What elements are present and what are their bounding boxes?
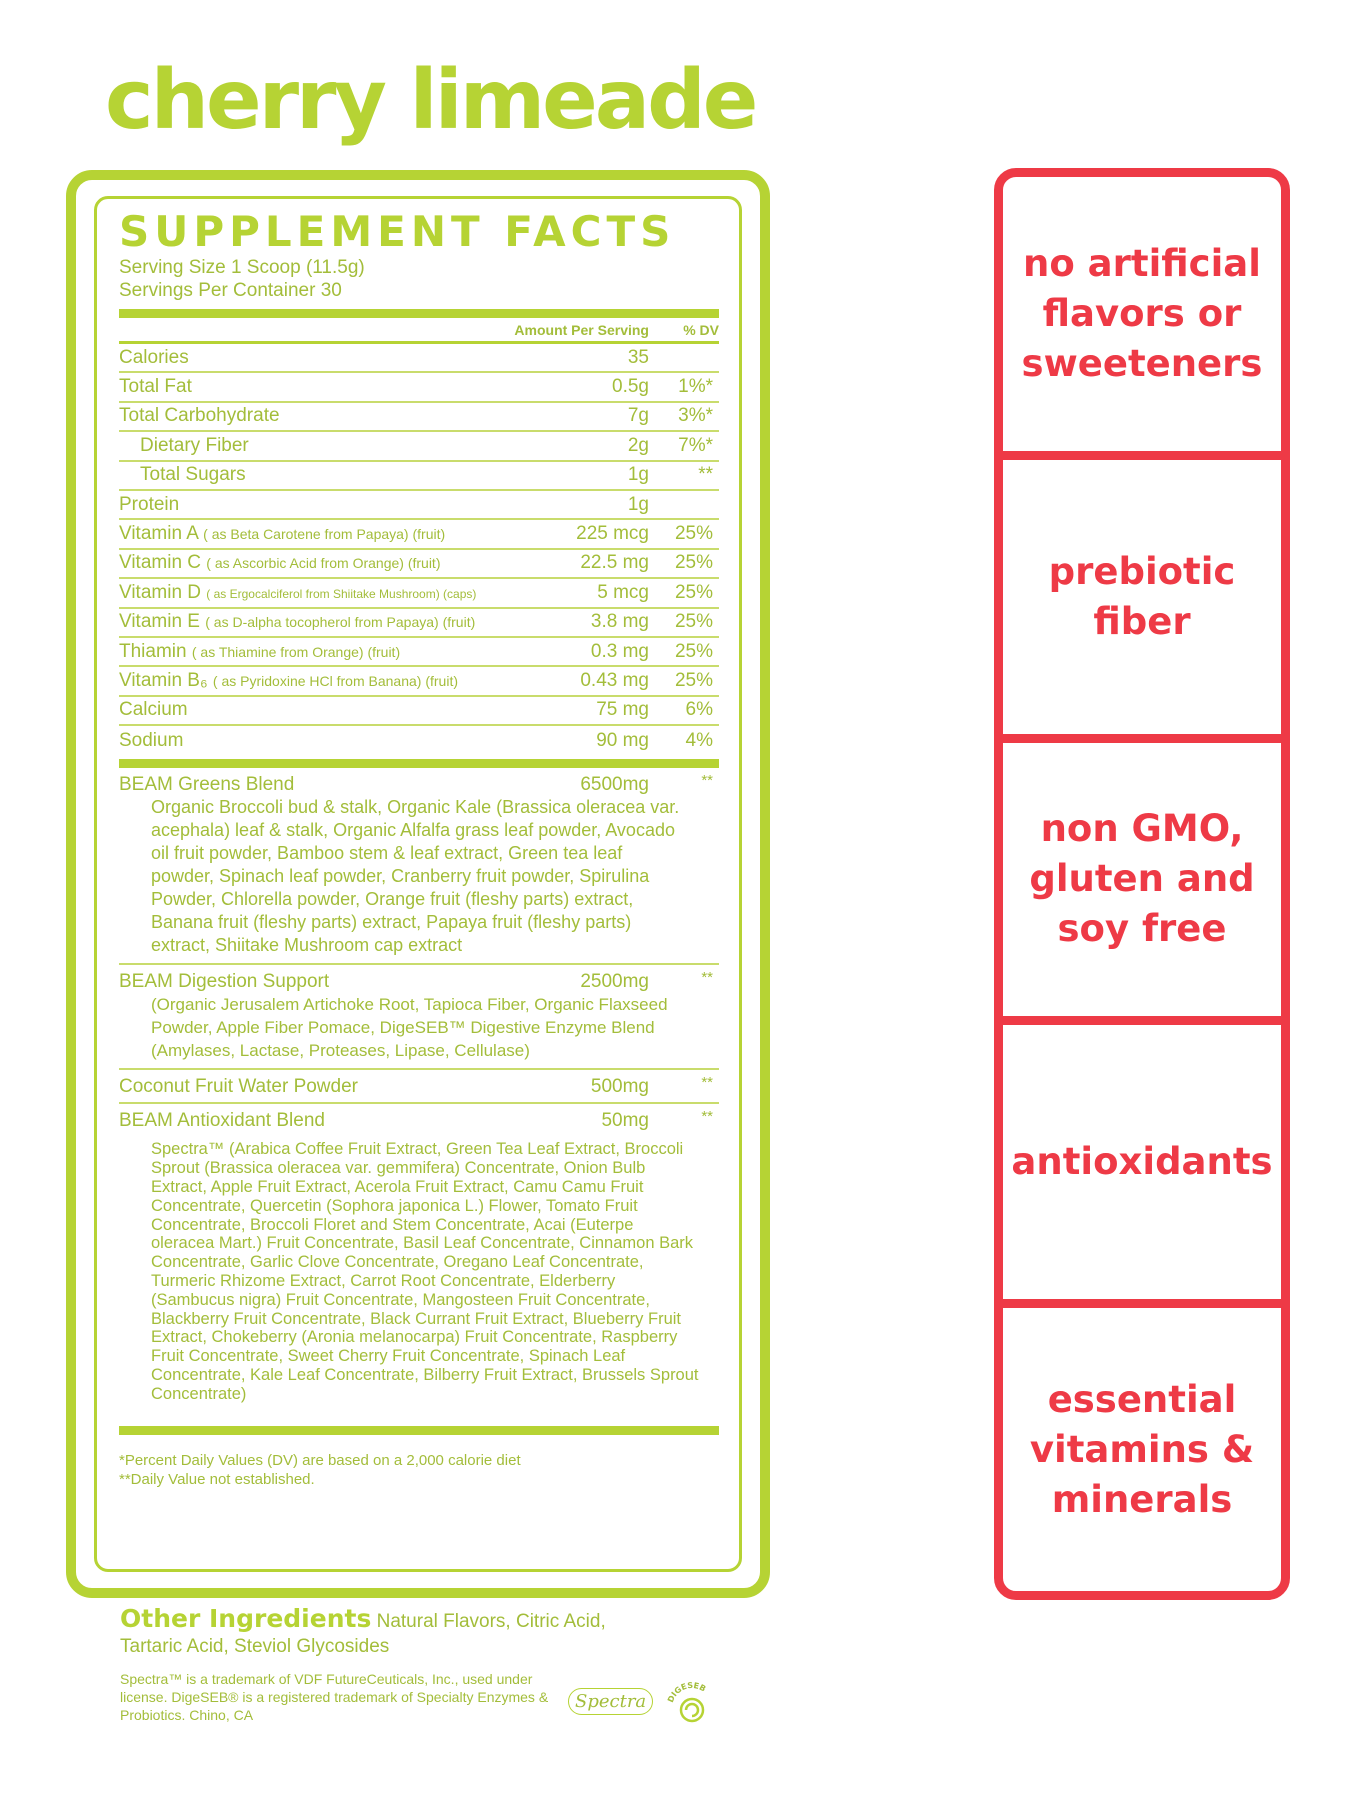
nutrient-dv: 25% [674,523,713,545]
nutrient-amount: 75 mg [596,699,649,721]
blend-name: Coconut Fruit Water Powder [119,1076,358,1098]
nutrient-row [119,638,719,667]
serving-size: Serving Size 1 Scoop (11.5g) [119,257,365,278]
blend-header [119,1104,719,1132]
nutrient-dv: ** [698,464,713,486]
supplement-facts-panel [119,205,719,1489]
nutrient-dv: 4% [685,729,713,751]
nutrient-dv: 25% [674,611,713,633]
nutrient-name: Calories [119,346,189,368]
nutrient-dv: 1%* [678,376,713,398]
claim-non-gmo: non GMO, gluten and soy free [1003,743,1281,1026]
footnotes [119,1451,719,1489]
trademark-notice: Spectra™ is a trademark of VDF FutureCeuticals, Inc., used under license. DigeSEB® is a registered trademark of Specialty Enzymes & Probiotics. Chino, CA [120,1671,549,1723]
nutrient-row [119,462,719,491]
claim-prebiotic-fiber: prebiotic fiber [1003,460,1281,743]
claim-antioxidants: antioxidants [1003,1025,1281,1308]
claims-panel [994,168,1290,1600]
blend-coconut [119,1070,719,1104]
nutrient-amount: 1g [627,464,649,486]
blend-header [119,1070,719,1098]
blend-amount: 6500mg [580,774,649,796]
nutrient-row [119,726,719,755]
nutrient-row [119,609,719,638]
servings-per-container: Servings Per Container 30 [119,280,342,301]
blend-digestion [119,965,719,1070]
nutrient-amount: 0.5g [612,376,649,398]
nutrient-row [119,491,719,520]
nutrient-label: Vitamin B₆ [119,669,208,691]
nutrient-name: Calcium [119,699,188,721]
nutrient-amount: 35 [627,346,649,368]
nutrient-name: Protein [119,493,180,515]
blend-name: BEAM Antioxidant Blend [119,1110,325,1132]
nutrient-name: Total Sugars [140,464,246,486]
other-ingredients [120,1606,640,1659]
other-ingredients-text: Natural Flavors, Citric Acid, Tartaric Acid, Steviol Glycosides [120,1611,606,1657]
nutrient-source: ( as Pyridoxine HCl from Banana) (fruit) [212,672,458,689]
nutrient-name [119,552,549,574]
nutrient-label: Thiamin [119,640,187,662]
dv-header: % DV [683,321,719,338]
digeseb-logo [664,1678,720,1734]
spectra-logo: Spectra [568,1688,653,1715]
nutrient-row [119,579,719,608]
nutrient-name [119,611,549,633]
blend-dv: ** [701,1108,713,1126]
nutrient-row [119,520,719,549]
nutrient-name: Sodium [119,729,184,751]
nutrient-dv: 25% [674,581,713,603]
flavor-title: cherry limeade [105,53,756,148]
nutrient-amount: 0.43 mg [580,669,649,691]
claim-vitamins-minerals: essential vitamins & minerals [1029,1377,1255,1521]
thick-rule [119,309,719,318]
nutrient-source: ( as Beta Carotene from Papaya) (fruit) [203,526,446,543]
nutrient-dv: 7%* [678,434,713,456]
nutrient-amount: 0.3 mg [590,640,649,662]
nutrient-row [119,697,719,726]
nutrient-name [119,641,549,663]
nutrient-label: Vitamin C [119,552,202,574]
nutrient-row [119,403,719,432]
nutrient-name: Total Carbohydrate [119,405,280,427]
nutrient-label: Vitamin D [119,581,202,603]
nutrient-amount: 225 mcg [576,523,649,545]
blend-amount: 500mg [590,1076,649,1098]
blend-amount: 50mg [601,1110,649,1132]
nutrient-dv: 25% [674,669,713,691]
blend-name: BEAM Digestion Support [119,971,330,993]
nutrient-name [119,670,549,692]
svg-text:DIGESEB: DIGESEB [665,1680,708,1704]
blend-antioxidant [119,1104,719,1425]
blend-header [119,965,719,993]
nutrient-label: Vitamin A [119,523,198,545]
nutrient-name: Dietary Fiber [140,434,249,456]
blend-dv: ** [701,1074,713,1092]
footnote-not-established: **Daily Value not established. [119,1470,315,1488]
blend-ingredients: (Organic Jerusalem Artichoke Root, Tapioca Fiber, Organic Flaxseed Powder, Apple Fiber Pomace, DigeSEB™ Digestive Enzyme Blend (Amylases, Lactase, Proteases, Lipase, Cellulase) [151,995,668,1061]
nutrient-amount: 3.8 mg [590,611,649,633]
nutrient-row [119,344,719,373]
nutrient-amount: 7g [627,405,649,427]
blend-dv: ** [701,772,713,790]
blend-ingredients: Organic Broccoli bud & stalk, Organic Kale (Brassica oleracea var. acephala) leaf & stalk, Organic Alfalfa grass leaf powder, Avocado oil fruit powder, Bamboo stem & leaf extract, Green tea leaf powder, Spinach leaf powder, Cranberry fruit powder, Spirulina Powder, Chlorella powder, Orange fruit (fleshy parts) extract, Banana fruit (fleshy parts) extract, Papaya fruit (fleshy parts) extract, Shiitake Mushroom cap extract [151,797,680,956]
nutrient-source: ( as Ergocalciferol from Shiitake Mushroom) (caps) [206,586,477,601]
facts-heading: SUPPLEMENT FACTS [119,207,676,256]
footnote-dv: *Percent Daily Values (DV) are based on a 2,000 calorie diet [119,1451,521,1469]
nutrient-dv: 6% [685,699,713,721]
nutrient-dv: 3%* [678,405,713,427]
claim-no-artificial: no artificial flavors or sweeteners [1003,177,1281,460]
nutrient-amount: 1g [627,493,649,515]
nutrient-name [119,582,549,604]
nutrient-dv: 25% [674,640,713,662]
nutrient-amount: 5 mcg [597,581,649,603]
thick-rule [119,1426,719,1435]
blend-amount: 2500mg [580,971,649,993]
nutrient-amount: 2g [627,434,649,456]
blend-greens [119,768,719,965]
nutrient-row [119,667,719,696]
nutrient-source: ( as D-alpha tocopherol from Papaya) (fruit) [205,614,476,631]
nutrient-name: Total Fat [119,376,192,398]
blend-name: BEAM Greens Blend [119,774,295,796]
nutrient-row [119,432,719,461]
nutrient-dv: 25% [674,552,713,574]
nutrient-source: ( as Thiamine from Orange) (fruit) [191,643,401,660]
thick-rule [119,759,719,768]
blend-ingredients: Spectra™ (Arabica Coffee Fruit Extract, Green Tea Leaf Extract, Broccoli Sprout (Brassica oleracea var. gemmifera) Concentrate, Onion Bulb Extract, Apple Fruit Extract, Acerola Fruit Extract, Camu Camu Fruit Concentrate, Quercetin (Sophora japonica L.) Flower, Tomato Fruit Concentrate, Broccoli Floret and Stem Concentrate, Acai (Euterpe oleracea Mart.) Fruit Concentrate, Basil Leaf Concentrate, Cinnamon Bark Concentrate, Garlic Clove Concentrate, Oregano Leaf Concentrate, Turmeric Rhizome Extract, Carrot Root Concentrate, Elderberry (Sambucus nigra) Fruit Concentrate, Mangosteen Fruit Concentrate, Blackberry Fruit Concentrate, Black Currant Fruit Extract, Blueberry Fruit Extract, Chokeberry (Aronia melanocarpa) Fruit Concentrate, Raspberry Fruit Concentrate, Sweet Cherry Fruit Concentrate, Spinach Leaf Concentrate, Kale Leaf Concentrate, Bilberry Fruit Extract, Brussels Sprout Concentrate) [151,1140,699,1403]
nutrient-amount: 90 mg [596,729,649,751]
blend-dv: ** [701,969,713,987]
nutrient-amount: 22.5 mg [580,552,649,574]
nutrient-label: Vitamin E [119,611,200,633]
amount-per-serving-header: Amount Per Serving [514,321,649,338]
nutrient-row [119,373,719,402]
nutrient-name [119,523,549,545]
other-ingredients-label: Other Ingredients [120,1604,372,1633]
blend-header [119,768,719,796]
nutrient-row [119,550,719,579]
nutrient-source: ( as Ascorbic Acid from Orange) (fruit) [206,555,441,572]
column-header [119,318,719,344]
